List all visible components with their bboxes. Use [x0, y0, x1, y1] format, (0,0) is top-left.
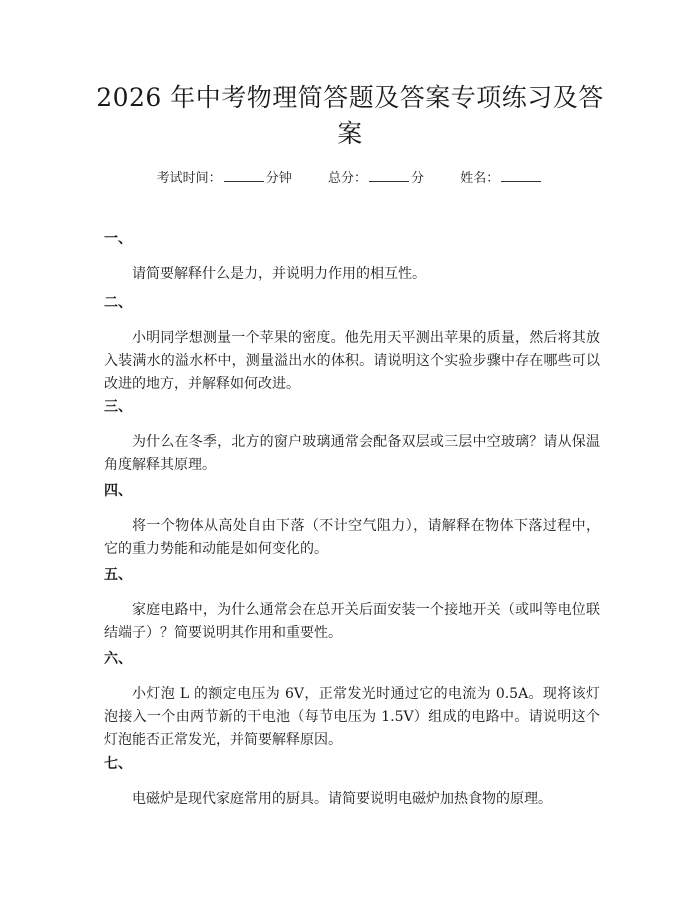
question-number: 六、	[104, 651, 132, 667]
question-number: 一、	[104, 231, 132, 247]
question-2	[104, 293, 600, 396]
question-number: 二、	[104, 295, 132, 311]
name-label: 姓名：	[460, 171, 500, 186]
question-3	[104, 397, 600, 477]
question-number: 三、	[104, 399, 132, 415]
question-4	[104, 481, 600, 561]
question-6	[104, 649, 600, 752]
time-blank[interactable]	[224, 168, 264, 182]
question-text: 电磁炉是现代家庭常用的厨具。请简要说明电磁炉加热食物的原理。	[132, 791, 552, 807]
time-unit: 分钟	[265, 171, 292, 186]
question-5	[104, 565, 600, 645]
question-text: 家庭电路中，为什么通常会在总开关后面安装一个接地开关（或叫等电位联结端子）？简要说明其作用和重要性。	[104, 602, 600, 641]
page-title: 2026 年中考物理简答题及答案专项练习及答案	[96, 83, 604, 148]
question-number: 七、	[104, 756, 132, 772]
score-unit: 分	[411, 171, 425, 186]
question-text: 请简要解释什么是力，并说明力作用的相互性。	[132, 266, 426, 282]
question-text: 小灯泡 L 的额定电压为 6V，正常发光时通过它的电流为 0.5A。现将该灯泡接入一个由两节新的干电池（每节电压为 1.5V）组成的电路中。请说明这个灯泡能否正常发光，并简要解释原因。	[104, 686, 600, 748]
question-text: 小明同学想测量一个苹果的密度。他先用天平测出苹果的质量，然后将其放入装满水的溢水杯中，测量溢出水的体积。请说明这个实验步骤中存在哪些可以改进的地方，并解释如何改进。	[104, 330, 600, 392]
score-label: 总分：	[327, 171, 367, 186]
question-number: 五、	[104, 567, 132, 583]
question-7	[104, 754, 600, 811]
question-1	[104, 229, 600, 286]
question-text: 将一个物体从高处自由下落（不计空气阻力），请解释在物体下落过程中，它的重力势能和动能是如何变化的。	[104, 518, 600, 557]
score-blank[interactable]	[369, 168, 409, 182]
question-text: 为什么在冬季，北方的窗户玻璃通常会配备双层或三层中空玻璃？请从保温角度解释其原理。	[104, 434, 600, 473]
question-number: 四、	[104, 483, 132, 499]
time-label: 考试时间：	[156, 171, 222, 186]
exam-meta	[0, 168, 700, 189]
name-blank[interactable]	[501, 168, 541, 182]
